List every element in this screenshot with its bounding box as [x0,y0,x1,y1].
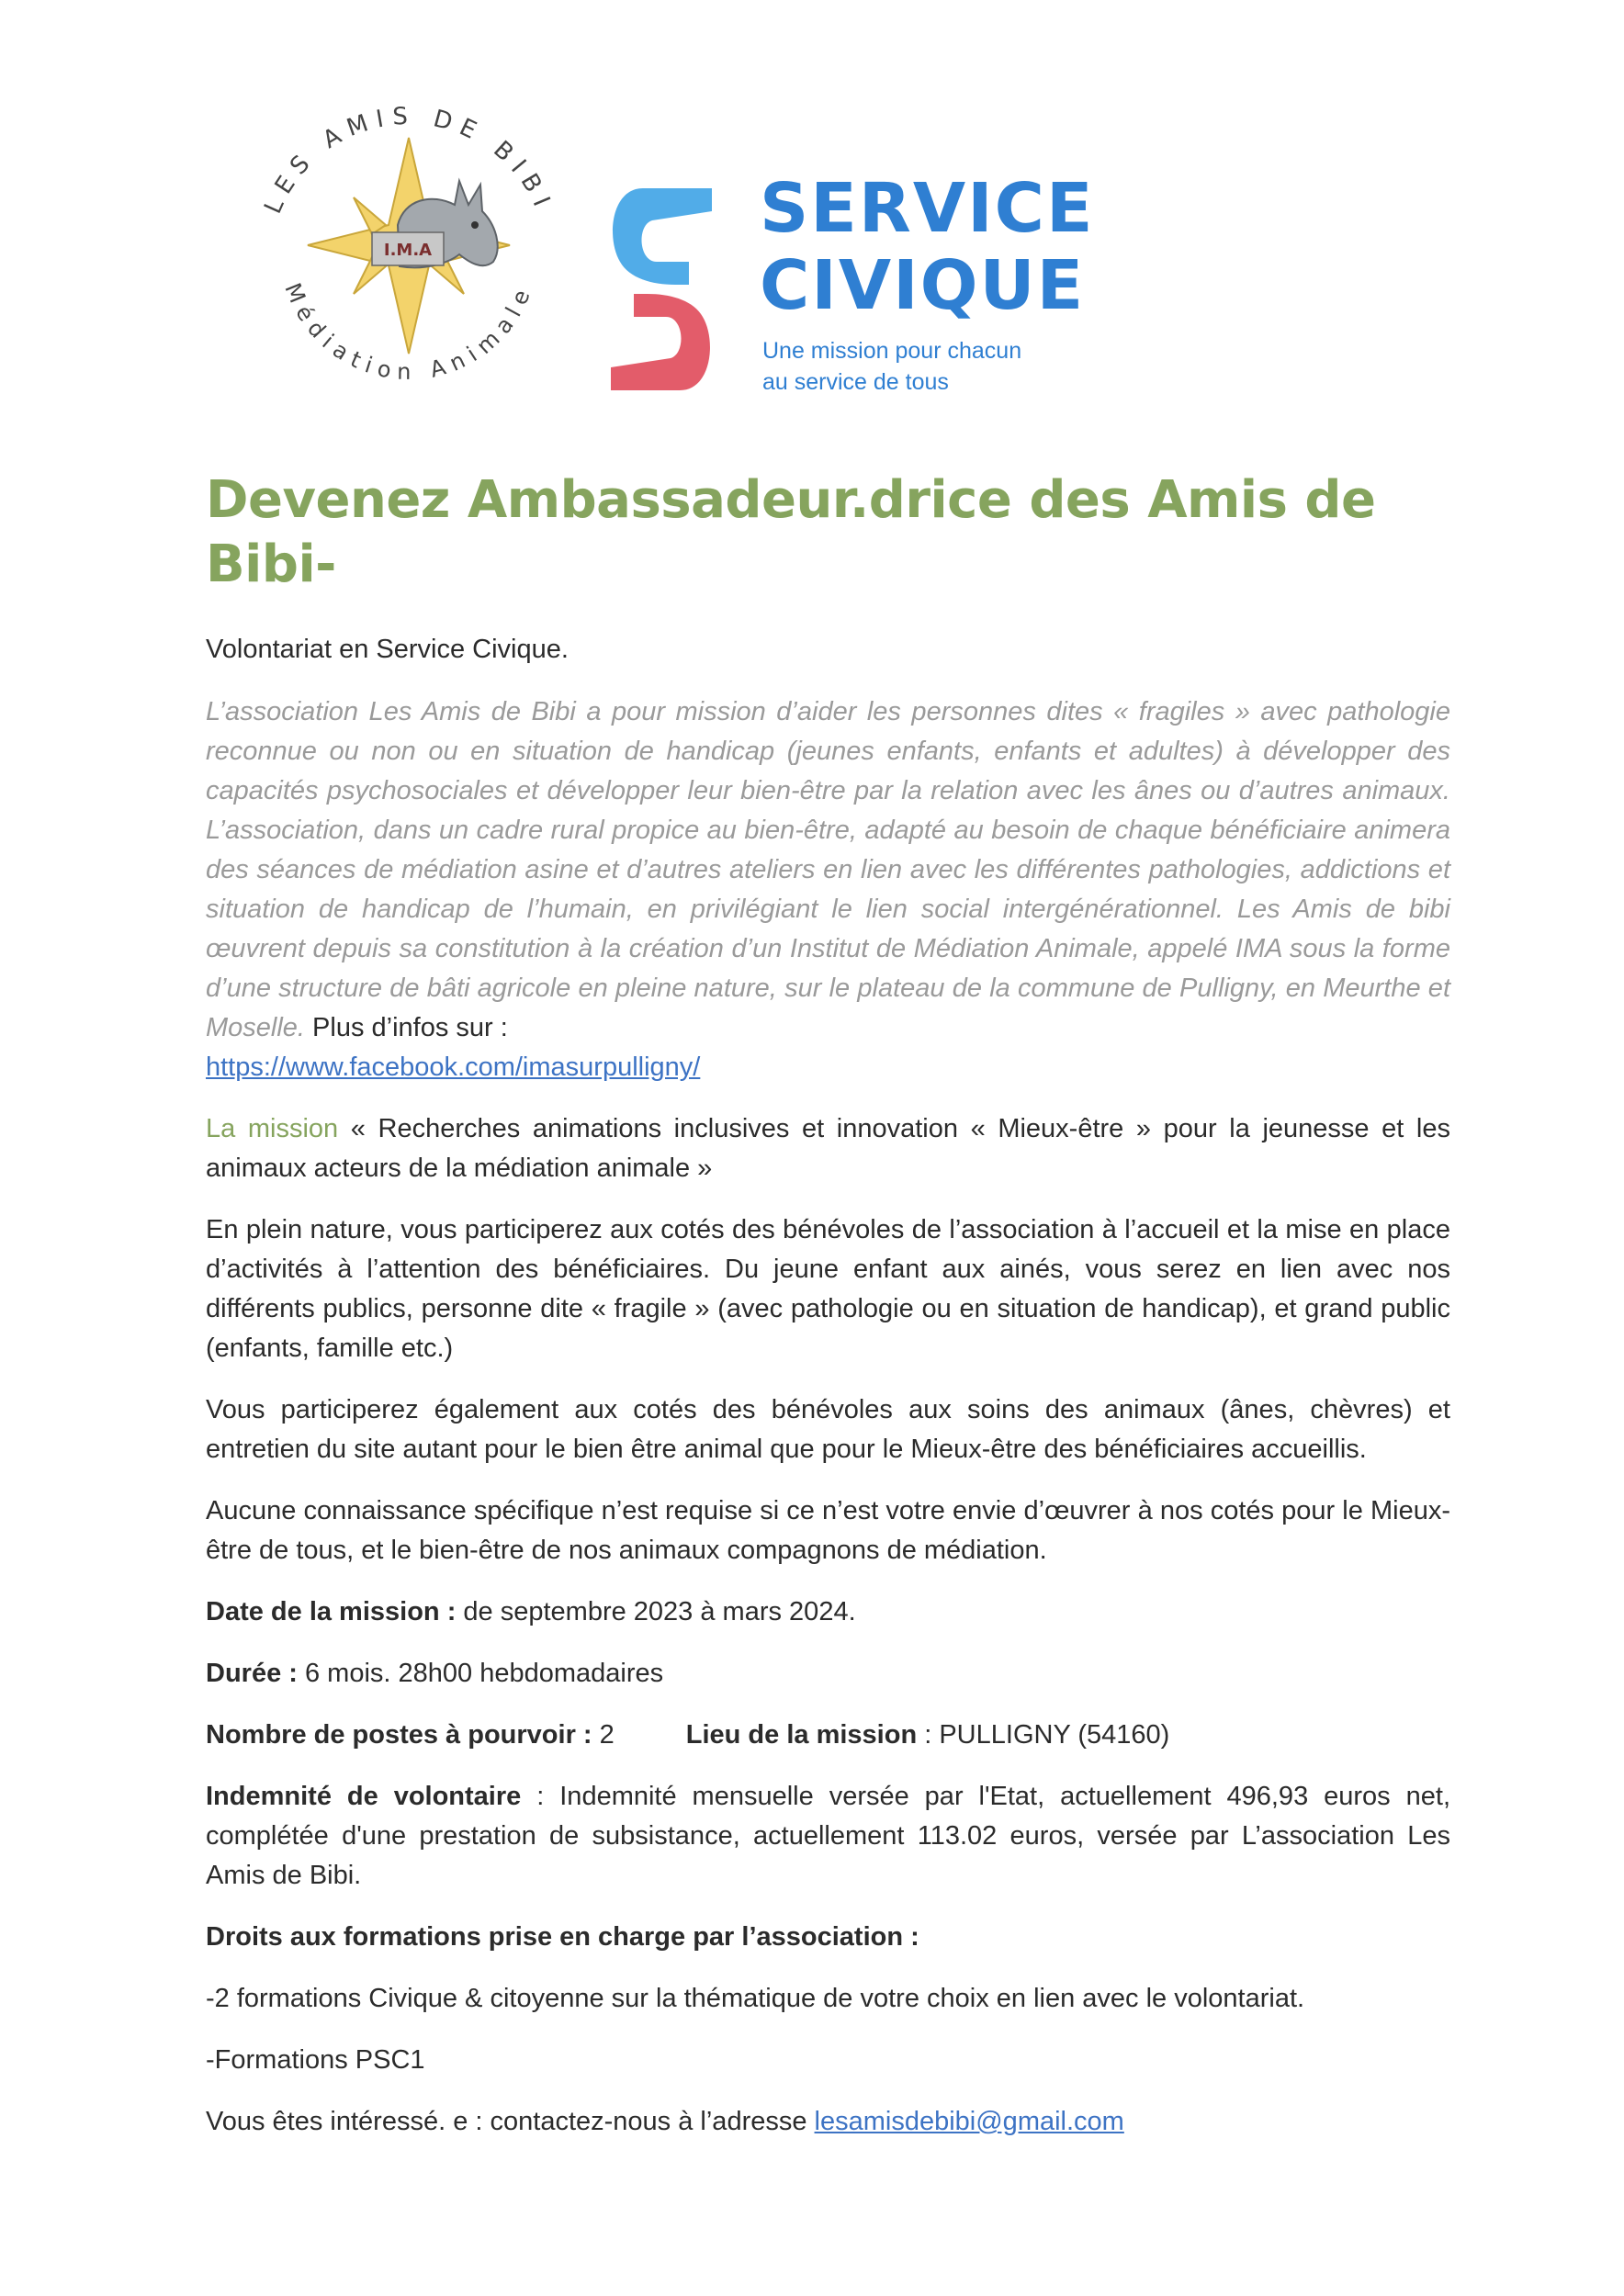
postes-value: 2 [592,1720,615,1750]
sc-s-top-icon [613,188,712,285]
lieu-value: : PULLIGNY (54160) [917,1720,1170,1750]
postes-label: Nombre de postes à pourvoir : [206,1720,592,1750]
sc-s-bottom-icon [611,294,710,390]
lieu-label: Lieu de la mission [685,1720,918,1750]
duree-value: 6 mois. 28h00 hebdomadaires [297,1659,664,1688]
mission-paragraph [206,1109,1450,1188]
droits-heading: Droits aux formations prise en charge par l’association : [206,1922,919,1952]
indemnite-label: Indemnité de volontaire [206,1782,522,1811]
postes-and-lieu [206,1716,1450,1755]
mission-text: « Recherches animations inclusives et innovation « Mieux-être » pour la jeunesse et les animaux acteurs de la médiation animale » [206,1114,1450,1183]
contact-email-link[interactable]: lesamisdebibi@gmail.com [814,2107,1124,2136]
contact-text: Vous êtes intéressé. e : contactez-nous à l’adresse [206,2107,815,2136]
les-amis-de-bibi-logo [234,96,588,400]
intro-more-text: Plus d’infos sur : [305,1013,508,1042]
subtitle: Volontariat en Service Civique. [206,635,569,664]
page-title: Devenez Ambassadeur.drice des Amis de Bibi- [206,470,1376,594]
paragraph-participation: En plein nature, vous participerez aux cotés des bénévoles de l’association à l’accueil et la mise en place d’activités à l’attention des bénéficiaires. Du jeune enfant aux ainés, vous serez en lien avec nos différents publics, personne dite « fragile » (avec pathologie ou en situation de handicap), et grand public (enfants, famille etc.) [206,1215,1450,1363]
logo-arc-bottom: Médiation Animale [279,279,538,386]
indemnite-paragraph [206,1777,1450,1896]
paragraph-animals: Vous participerez également aux cotés des bénévoles aux soins des animaux (ânes, chèvres) et entretien du site autant pour le bien être animal que pour le Mieux-être des bénéficiaires accueillis. [206,1395,1450,1464]
sc-line1: SERVICE [760,169,1095,248]
service-civique-tagline [762,335,1021,398]
intro-italic-text: L’association Les Amis de Bibi a pour mission d’aider les personnes dites « fragiles » avec pathologie reconnue ou non ou en situation de handicap (jeunes enfants, enfants et adultes) à développer des capacités psychosociales et développer leur bien-être par la relation avec les ânes ou d’autres animaux. L’association, dans un cadre rural propice au bien-être, adapté au besoin de chaque bénéficiaire animera des séances de médiation asine et d’autres ateliers en lien avec les différentes pathologies, addictions et situation de handicap de l’humain, en privilégiant le lien social intergénérationnel. Les Amis de bibi œuvrent depuis sa constitution à la création d’un Institut de Médiation Animale, appelé IMA sous la forme d’une structure de bâti agricole en pleine nature, sur le plateau de la commune de Pulligny, en Meurthe et Moselle. [206,697,1450,1042]
contact-paragraph [206,2102,1450,2142]
date-value: de septembre 2023 à mars 2024. [456,1597,856,1626]
service-civique-logo-mark [602,170,721,404]
facebook-link[interactable]: https://www.facebook.com/imasurpulligny/ [206,1052,701,1082]
mission-date [206,1593,1450,1632]
sc-tagline1: Une mission pour chacun [762,338,1022,364]
formation-2: -Formations PSC1 [206,2045,425,2075]
ima-plate-text: I.M.A [383,241,433,260]
service-civique-wordmark [760,170,1095,324]
formation-1: -2 formations Civique & citoyenne sur la thématique de votre choix en lien avec le volontariat. [206,1984,1305,2013]
indemnite-value: : Indemnité mensuelle versée par l'Etat, actuellement 496,93 euros net, complétée d'une prestation de subsistance, actuellement 113.02 euros, versée par L’association Les Amis de Bibi. [206,1782,1451,1890]
mission-duration [206,1654,1450,1694]
intro-paragraph [206,692,1450,1087]
sc-line2: CIVIQUE [760,246,1086,325]
logo-arc-top: LES AMIS DE BIBI [259,102,558,219]
paragraph-requirements: Aucune connaissance spécifique n’est requise si ce n’est votre envie d’œuvrer à nos cotés pour le Mieux-être de tous, et le bien-être de nos animaux compagnons de médiation. [206,1496,1450,1565]
mission-label: La mission [206,1114,339,1143]
date-label: Date de la mission : [206,1597,457,1626]
sc-tagline2: au service de tous [762,369,949,395]
document-body [206,468,1450,2142]
duree-label: Durée : [206,1659,298,1688]
